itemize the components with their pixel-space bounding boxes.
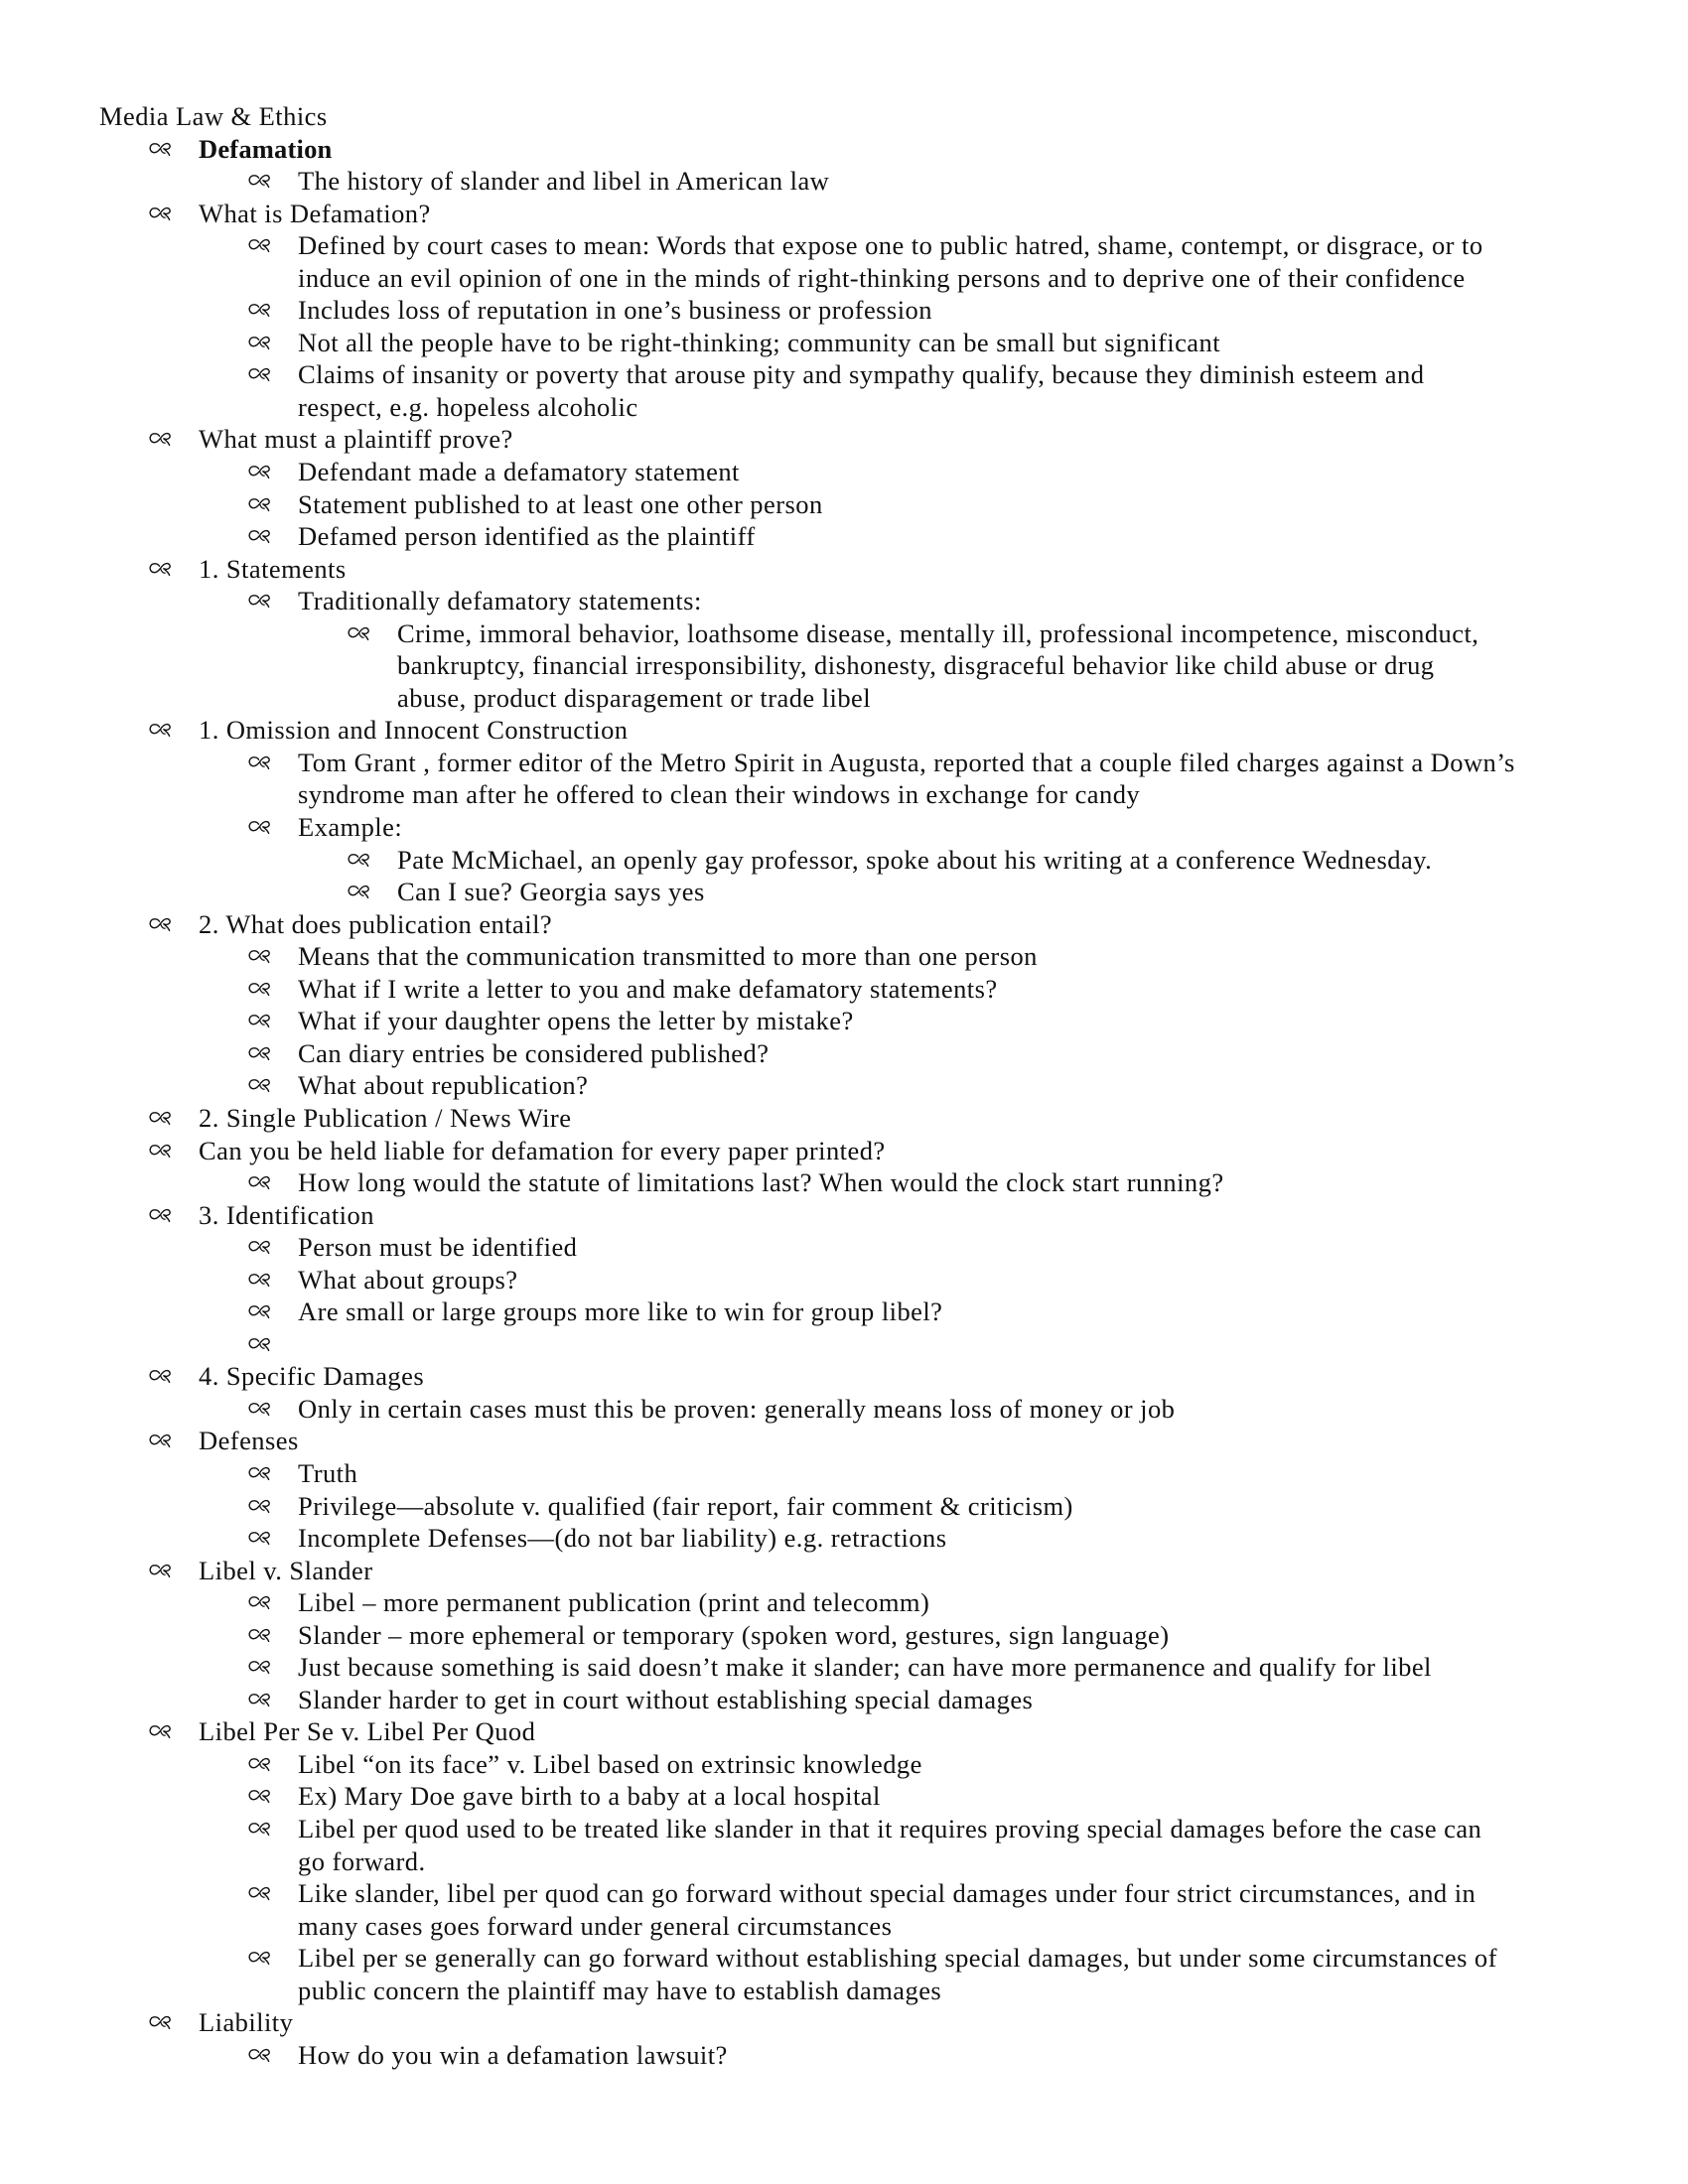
outline-item-text: Incomplete Defenses—(do not bar liability) e.g. retractions [298,1523,947,1554]
outline-item-level-1 [0,133,1688,166]
outline-item-text: Just because something is said doesn’t make it slander; can have more permanence and qualify for libel [298,1652,1432,1683]
outline-item-level-2 [0,585,1688,617]
outline-item-text: Statement published to at least one other person [298,488,823,519]
outline-item-level-2 [0,488,1688,521]
outline-item-text: Like slander, libel per quod can go forward without special damages under four strict circumstances, and in [298,1878,1477,1909]
ornament-bullet-icon [149,142,172,157]
outline-item-level-2 [0,940,1688,973]
outline-item-text: Tom Grant , former editor of the Metro Spirit in Augusta, reported that a couple filed charges against a Down’s [298,747,1515,777]
ornament-bullet-icon [149,2015,172,2030]
outline-item-text: Person must be identified [298,1232,578,1263]
outline-item-level-2 [0,1069,1688,1102]
ornament-bullet-icon [149,1208,172,1223]
ornament-bullet-icon [348,853,370,868]
outline-item-text: Are small or large groups more like to win for group libel? [298,1297,943,1327]
outline-item-text-continuation: respect, e.g. hopeless alcoholic [298,391,638,422]
outline-item-text: What about groups? [298,1264,518,1295]
document-title: Media Law & Ethics [99,101,328,131]
ornament-bullet-icon [149,1111,172,1126]
ornament-bullet-icon [248,174,271,189]
ornament-bullet-icon [149,562,172,577]
ornament-bullet-icon [248,1273,271,1288]
outline-item-level-1 [0,2006,1688,2039]
ornament-bullet-icon [149,1724,172,1739]
ornament-bullet-icon [248,1499,271,1514]
outline-item-level-2 [0,1748,1688,1781]
outline-item-level-2 [0,165,1688,198]
ornament-bullet-icon [248,755,271,770]
outline-item-level-2 [0,2039,1688,2072]
outline-item-text: 1. Statements [199,553,347,584]
outline-item-text: What is Defamation? [199,198,431,228]
outline-item-level-2 [0,1813,1688,1877]
outline-item-level-1 [0,1360,1688,1393]
outline-item-text: Can diary entries be considered published? [298,1037,770,1068]
outline-item-text: 1. Omission and Innocent Construction [199,715,629,746]
ornament-bullet-icon [149,1144,172,1159]
outline-item-text: What must a plaintiff prove? [199,424,513,455]
ornament-bullet-icon [248,1660,271,1675]
ornament-bullet-icon [149,1433,172,1448]
outline-item-level-2 [0,811,1688,844]
ornament-bullet-icon [248,238,271,253]
outline-item-level-3 [0,844,1688,877]
ornament-bullet-icon [248,1078,271,1093]
ornament-bullet-icon [248,1402,271,1417]
ornament-bullet-icon [248,303,271,318]
outline-item-level-2 [0,1264,1688,1297]
outline-item-level-1 [0,1715,1688,1748]
outline-item-level-2 [0,1619,1688,1652]
ornament-bullet-icon [248,1595,271,1610]
outline-item-level-2 [0,1328,1688,1361]
outline-item-text: What about republication? [298,1070,589,1101]
outline-item-text: Privilege—absolute v. qualified (fair report, fair comment & criticism) [298,1490,1073,1521]
outline-item-level-3 [0,617,1688,715]
ornament-bullet-icon [248,336,271,350]
outline-item-level-1 [0,1102,1688,1135]
outline-item-text: Claims of insanity or poverty that arouse pity and sympathy qualify, because they diminish esteem and [298,359,1425,390]
ornament-bullet-icon [248,1951,271,1966]
ornament-bullet-icon [248,594,271,609]
outline-item-level-2 [0,747,1688,811]
outline-item-text: Liability [199,2007,294,2038]
outline-item-level-2 [0,1231,1688,1264]
outline-item-level-2 [0,1457,1688,1490]
outline-item-level-2 [0,1166,1688,1199]
outline-item-level-2 [0,1296,1688,1328]
outline-item-text: Slander harder to get in court without establishing special damages [298,1684,1034,1714]
ornament-bullet-icon [149,917,172,932]
ornament-bullet-icon [248,1789,271,1804]
outline-item-text-continuation: induce an evil opinion of one in the minds of right-thinking persons and to deprive one of their confidence [298,262,1466,293]
outline-item-text-continuation: syndrome man after he offered to clean their windows in exchange for candy [298,779,1141,810]
ornament-bullet-icon [248,1531,271,1546]
ornament-bullet-icon [248,1014,271,1028]
outline-item-text: 3. Identification [199,1199,374,1230]
ornament-bullet-icon [149,723,172,738]
outline-item-text: Ex) Mary Doe gave birth to a baby at a local hospital [298,1781,881,1812]
outline-item-text: 2. What does publication entail? [199,908,553,939]
outline-item-text: Libel per se generally can go forward without establishing special damages, but under some circumstances of [298,1943,1497,1974]
outline-item-text: Defamation [199,133,333,164]
outline-item-text: Can you be held liable for defamation for every paper printed? [199,1135,886,1165]
outline-item-text: 4. Specific Damages [199,1361,425,1392]
outline-item-text: Example: [298,812,403,843]
outline-item-level-2 [0,456,1688,488]
outline-item-level-3 [0,876,1688,908]
outline-item-level-1 [0,423,1688,456]
ornament-bullet-icon [248,1337,271,1352]
outline-item-level-2 [0,1393,1688,1426]
outline-item-text: Slander – more ephemeral or temporary (spoken word, gestures, sign language) [298,1619,1170,1650]
outline-item-level-2 [0,1780,1688,1813]
outline-item-level-2 [0,1522,1688,1555]
outline-item-level-2 [0,327,1688,359]
ornament-bullet-icon [248,1466,271,1481]
outline-item-level-1 [0,714,1688,747]
outline-item-level-2 [0,1037,1688,1070]
outline-item-level-2 [0,520,1688,553]
outline-item-text: What if I write a letter to you and make defamatory statements? [298,973,998,1004]
ornament-bullet-icon [348,626,370,641]
outline-item-level-1 [0,908,1688,941]
outline-item-text-continuation: public concern the plaintiff may have to establish damages [298,1975,942,2005]
outline-item-level-1 [0,553,1688,586]
outline-item-text: Includes loss of reputation in one’s business or profession [298,295,932,326]
ornament-bullet-icon [248,1822,271,1837]
ornament-bullet-icon [149,1369,172,1384]
outline-item-text-continuation: abuse, product disparagement or trade libel [397,682,872,713]
ornament-bullet-icon [248,1628,271,1643]
outline-item-text: Libel “on its face” v. Libel based on extrinsic knowledge [298,1748,922,1779]
outline-item-level-1 [0,1555,1688,1587]
outline-item-text: Means that the communication transmitted to more than one person [298,941,1038,972]
outline-item-level-2 [0,358,1688,423]
outline-item-text: 2. Single Publication / News Wire [199,1102,572,1133]
ornament-bullet-icon [248,367,271,382]
outline-item-level-2 [0,294,1688,327]
outline-item-text: Can I sue? Georgia says yes [397,877,705,907]
outline-item-level-2 [0,229,1688,294]
ornament-bullet-icon [248,529,271,544]
ornament-bullet-icon [248,982,271,997]
ornament-bullet-icon [248,497,271,512]
outline-item-text: Truth [298,1457,358,1488]
outline-item-text: Defendant made a defamatory statement [298,457,740,487]
outline-item-text: Libel per quod used to be treated like slander in that it requires proving special damages before the case can [298,1813,1482,1843]
outline-item-level-2 [0,1586,1688,1619]
outline-item-text: The history of slander and libel in American law [298,166,830,197]
outline-item-level-2 [0,1877,1688,1942]
ornament-bullet-icon [149,1564,172,1578]
outline-item-text: Libel – more permanent publication (print and telecomm) [298,1587,930,1618]
ornament-bullet-icon [149,432,172,447]
outline-item-level-2 [0,1005,1688,1037]
outline-item-text-continuation: go forward. [298,1845,426,1876]
outline-item-text: How long would the statute of limitations last? When would the clock start running? [298,1167,1224,1198]
outline-item-text-continuation: many cases goes forward under general circumstances [298,1910,893,1941]
outline-item-text: How do you win a defamation lawsuit? [298,2039,728,2070]
outline-item-text: Only in certain cases must this be proven: generally means loss of money or job [298,1393,1176,1424]
ornament-bullet-icon [248,2048,271,2063]
outline-item-text: Defined by court cases to mean: Words that expose one to public hatred, shame, contempt, or disgrace, or to [298,230,1483,261]
outline-item-text: Crime, immoral behavior, loathsome disease, mentally ill, professional incompetence, misconduct, [397,617,1479,648]
outline-item-text: Traditionally defamatory statements: [298,586,702,616]
ornament-bullet-icon [248,949,271,964]
ornament-bullet-icon [248,820,271,835]
outline-item-text: Defamed person identified as the plaintiff [298,521,756,552]
outline-item-level-1 [0,1135,1688,1167]
outline-item-level-2 [0,1651,1688,1684]
outline-item-level-1 [0,198,1688,230]
outline-item-text: Libel v. Slander [199,1555,373,1585]
outline-item-text: Libel Per Se v. Libel Per Quod [199,1716,536,1747]
ornament-bullet-icon [149,206,172,221]
ornament-bullet-icon [248,1240,271,1255]
ornament-bullet-icon [248,465,271,479]
outline-item-level-2 [0,1490,1688,1523]
ornament-bullet-icon [348,885,370,899]
outline-item-text: Pate McMichael, an openly gay professor, spoke about his writing at a conference Wednesday. [397,844,1433,875]
outline-list [0,133,1688,2072]
outline-item-level-2 [0,1942,1688,2006]
ornament-bullet-icon [248,1304,271,1319]
ornament-bullet-icon [248,1886,271,1901]
outline-item-level-1 [0,1199,1688,1232]
outline-item-text: What if your daughter opens the letter by mistake? [298,1006,854,1036]
ornament-bullet-icon [248,1175,271,1190]
outline-item-text: Defenses [199,1426,299,1456]
outline-item-level-2 [0,973,1688,1006]
ornament-bullet-icon [248,1046,271,1061]
outline-item-level-1 [0,1425,1688,1457]
ornament-bullet-icon [248,1693,271,1707]
outline-item-level-2 [0,1684,1688,1716]
outline-item-text: Not all the people have to be right-thinking; community can be small but significant [298,327,1221,357]
outline-item-text-continuation: bankruptcy, financial irresponsibility, dishonesty, disgraceful behavior like child abuse or drug [397,650,1435,681]
ornament-bullet-icon [248,1757,271,1772]
